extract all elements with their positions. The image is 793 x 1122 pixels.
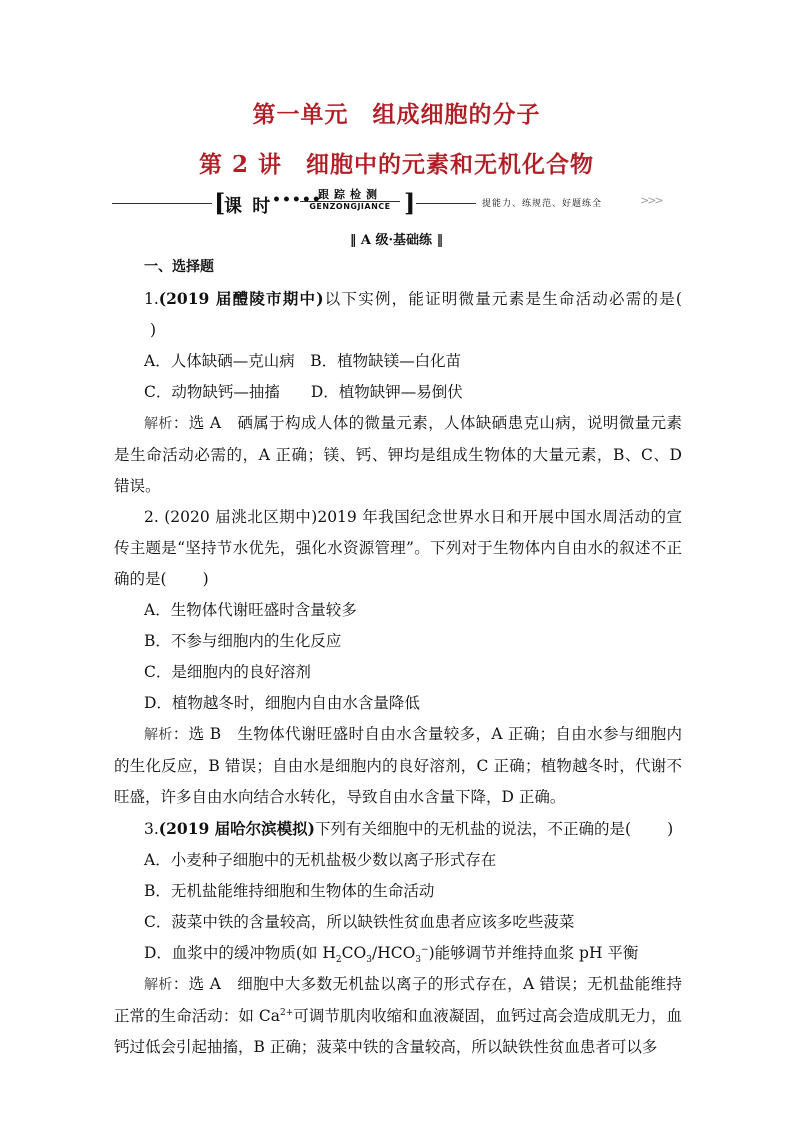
question-number: 2. <box>144 508 159 526</box>
question-1-analysis <box>114 408 682 502</box>
option-d-text: D．血浆中的缓冲物质(如 H <box>144 944 336 962</box>
question-text: 以下实例，能证明微量元素是生命活动必需的是( <box>323 290 682 308</box>
banner-track-label <box>300 188 400 212</box>
question-3-analysis <box>114 969 682 1063</box>
banner-slogan: 提能力、练规范、好题练全 <box>482 199 603 209</box>
question-source: (2019 届哈尔滨模拟) <box>158 819 316 838</box>
question-paren-end: ) <box>667 820 674 838</box>
option-d-text: /HCO <box>371 944 416 962</box>
banner-dots: ••••• <box>272 192 322 208</box>
question-text: 下列有关细胞中的无机盐的说法，不正确的是( <box>315 820 632 838</box>
question-source: (2020 届洮北区期中) <box>164 508 318 526</box>
question-2-option-b: B．不参与细胞内的生化反应 <box>144 632 342 650</box>
question-source: (2019 届醴陵市期中) <box>158 289 324 308</box>
subscript: 3 <box>415 955 422 966</box>
question-2-stem <box>114 502 682 595</box>
question-2-option-a: A．生物体代谢旺盛时含量较多 <box>144 601 357 619</box>
section-title: 一、选择题 <box>144 259 214 275</box>
unit-title: 第一单元 组成细胞的分子 <box>252 101 541 128</box>
level-label: ‖ A 级·基础练 ‖ <box>349 233 444 248</box>
question-number: 3. <box>144 820 159 838</box>
question-3-stem <box>114 813 682 845</box>
banner-rule-left <box>112 203 212 204</box>
subscript: 3 <box>366 955 372 966</box>
banner-keshi: 课 时 <box>224 196 273 217</box>
question-1-options-cd: C．动物缺钙—抽搐 D．植物缺钾—易倒伏 <box>144 383 463 401</box>
question-3-option-c: C．菠菜中铁的含量较高，所以缺铁性贫血患者应该多吃些菠菜 <box>144 913 575 931</box>
analysis-label: 解析 <box>144 977 173 993</box>
question-1-stem <box>114 283 682 346</box>
question-2-option-c: C．是细胞内的良好溶剂 <box>144 663 311 681</box>
question-list <box>114 252 682 1063</box>
analysis-label: 解析 <box>144 727 173 743</box>
option-d-text: CO <box>341 944 367 962</box>
analysis-text: ：选 B 生物体代谢旺盛时自由水含量较多，A 正确；自由水参与细胞内的生化反应，B 错误；自由水是细胞内的良好溶剂，C 正确；植物越冬时，代谢不旺盛，许多自由水向结合水转化，导致自由水含量下降，D 正确。 <box>114 725 682 806</box>
analysis-label: 解析 <box>144 416 173 432</box>
question-number: 1. <box>144 290 159 308</box>
question-1-options-ab: A．人体缺硒—克山病 B．植物缺镁—白化苗 <box>144 352 462 370</box>
superscript: 2+ <box>280 1007 294 1018</box>
question-3-option-d <box>114 938 682 969</box>
option-d-text: )能够调节并维持血浆 pH 平衡 <box>428 944 639 962</box>
banner-track-en: GENZONGJIANCE <box>300 201 400 212</box>
question-paren-end: ) <box>202 570 209 588</box>
analysis-text: 可调节肌肉收缩和血液凝固，血钙过高会造成肌无力，血钙过低会引起抽搐，B 正确；菠菜中铁的含量较高，所以缺铁性贫血患者可以多 <box>114 1007 682 1056</box>
banner-bracket-right: ] <box>404 188 416 217</box>
question-3-option-b: B．无机盐能维持细胞和生物体的生命活动 <box>144 882 435 900</box>
banner-track-cn: 跟踪检测 <box>318 188 382 201</box>
lesson-title: 第 2 讲 细胞中的元素和无机化合物 <box>198 151 595 178</box>
question-2-analysis <box>114 719 682 813</box>
superscript: − <box>421 944 429 955</box>
analysis-text: ：选 A 硒属于构成人体的微量元素，人体缺硒患克山病，说明微量元素是生命活动必需的，A 正确；镁、钙、钾均是组成生物体的大量元素，B、C、D 错误。 <box>114 414 683 495</box>
subscript: 2 <box>335 955 342 966</box>
question-paren-end: ) <box>150 321 157 339</box>
question-3-option-a: A．小麦种子细胞中的无机盐极少数以离子形式存在 <box>144 851 497 869</box>
question-text: 2019 年我国纪念世界水日和开展中国水周活动的宣传主题是“坚持节水优先，强化水资源管理”。下列对于生物体内自由水的叙述不正确的是( <box>114 508 683 588</box>
lesson-banner <box>112 190 672 218</box>
question-2-option-d: D．植物越冬时，细胞内自由水含量降低 <box>144 694 420 712</box>
banner-rule-right <box>416 203 476 204</box>
banner-bracket-left: [ <box>214 188 226 217</box>
analysis-text: ：选 A 细胞中大多数无机盐以离子的形式存在，A 错误；无机盐能维持正常的生命活动：如 Ca <box>114 975 682 1025</box>
chevron-right-icon: >>> <box>640 194 662 207</box>
